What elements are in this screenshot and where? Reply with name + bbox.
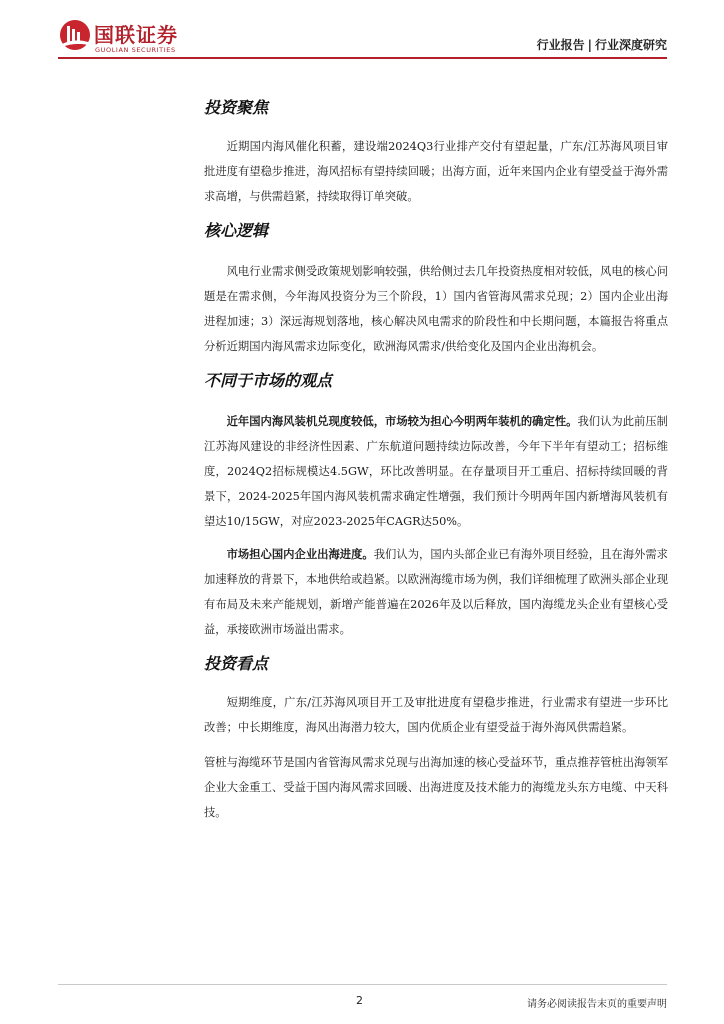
footer-divider: [58, 984, 667, 985]
guolian-logo-icon: [58, 18, 92, 52]
paragraph-text: 我们认为，国内头部企业已有海外项目经验，且在海外需求加速释放的背景下，本地供给或趋紧。以欧洲海缆市场为例，我们详细梳理了欧洲头部企业现有布局及未来产能规划，新增产能普遍在2026年及以后释放，国内海缆龙头企业有望核心受益，承接欧洲市场溢出需求。: [204, 548, 668, 636]
page-number: 2: [356, 994, 363, 1007]
paragraph-investment-highlights-2: 管桩与海缆环节是国内省管海风需求兑现与出海加速的核心受益环节，重点推荐管桩出海领军企业大金重工、受益于国内海风需求回暖、出海进度及技术能力的海缆龙头东方电缆、中天科技。: [204, 756, 668, 819]
key-point-overseas: 市场担心国内企业出海进度。: [226, 547, 374, 561]
logo-english-name: GUOLIAN SECURITIES: [95, 46, 176, 54]
report-type: 行业报告: [536, 38, 585, 52]
paragraph-differing-view-2: [204, 542, 668, 642]
section-title-core-logic: 核心逻辑: [204, 221, 269, 240]
paragraph-text: 我们认为此前压制江苏海风建设的非经济性因素、广东航道问题持续边际改善，今年下半年有望动工；招标维度，2024Q2招标规模达4.5GW，环比改善明显。在存量项目开工重启、招标持续回暖的背景下，2024-2025年国内海风装机需求确定性增强，我们预计今明两年国内新增海风装机有望达10/15GW，对应2023-2025年CAGR达50%。: [204, 415, 668, 528]
report-subtype: 行业深度研究: [594, 38, 667, 52]
paragraph-differing-view-1: [204, 409, 668, 534]
company-logo: [58, 18, 198, 58]
report-category: [537, 36, 667, 53]
section-title-investment-highlights: 投资看点: [204, 654, 269, 673]
paragraph-core-logic: 风电行业需求侧受政策规划影响较强，供给侧过去几年投资热度相对较低，风电的核心问题是在需求侧，今年海风投资分为三个阶段，1）国内省管海风需求兑现；2）国内企业出海进程加速；3）深远海规划落地，核心解决风电需求的阶段性和中长期问题，本篇报告将重点分析近期国内海风需求边际变化，欧洲海风需求/供给变化及国内企业出海机会。: [204, 265, 668, 353]
section-title-differing-view: 不同于市场的观点: [204, 371, 333, 390]
page-header: [0, 0, 724, 70]
header-separator: |: [587, 38, 592, 52]
disclaimer-note: 请务必阅读报告末页的重要声明: [527, 999, 667, 1010]
key-point-installation: 近年国内海风装机兑现度较低，市场较为担心今明两年装机的确定性。: [226, 414, 578, 428]
logo-chinese-name: 国联证券: [94, 23, 178, 47]
paragraph-investment-focus: 近期国内海风催化积蓄，建设端2024Q3行业排产交付有望起量，广东/江苏海风项目审批进度有望稳步推进，海风招标有望持续回暖；出海方面，近年来国内企业有望受益于海外需求高增，与供需趋紧，持续取得订单突破。: [204, 140, 668, 203]
section-title-investment-focus: 投资聚焦: [204, 98, 269, 117]
report-body: [204, 84, 668, 825]
header-divider: [58, 57, 667, 59]
paragraph-investment-highlights-1: 短期维度，广东/江苏海风项目开工及审批进度有望稳步推进，行业需求有望进一步环比改善；中长期维度，海风出海潜力较大，国内优质企业有望受益于海外海风供需趋紧。: [204, 696, 668, 734]
